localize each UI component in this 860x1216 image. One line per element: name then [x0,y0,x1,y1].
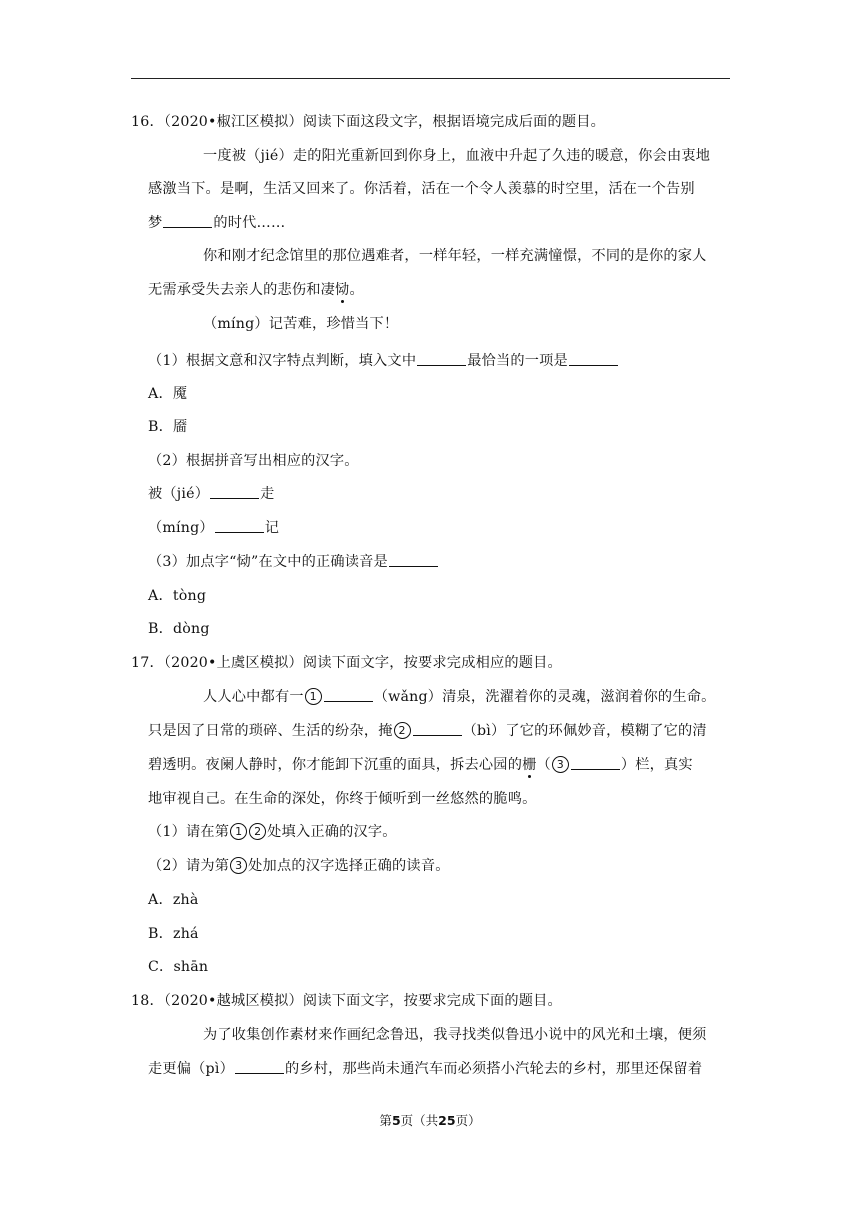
q16-stem: 16．（2020•椒江区模拟）阅读下面这段文字，根据语境完成后面的题目。 [131,114,606,130]
text: （1）根据文意和汉字特点判断，填入文中 [148,353,417,369]
footer-text: 页（共 [400,1113,439,1128]
q16-option-b: B．dòng [148,621,210,637]
q16-passage-line: （míng）记苦难，珍惜当下！ [203,316,399,332]
answer-blank [389,552,438,567]
text: （bì）了它的环佩妙音，模糊了它的清 [462,723,707,739]
header-rule [131,78,730,79]
q16-item-1 [148,484,275,504]
circled-number: 3 [230,857,247,874]
text: 梦 [148,215,163,231]
text: （2）请为第 [148,858,230,874]
page-number: 5 [391,1113,401,1128]
q17-sub-question-2 [148,856,450,876]
blank [417,351,466,366]
blank [163,213,212,228]
footer-text: 第 [379,1113,392,1128]
text: 碧透明。夜阑人静时，你才能卸下沉重的面具，拆去心园的 [148,757,523,773]
q17-passage-line [148,755,693,775]
circled-number: 1 [230,823,247,840]
q16-sub-question-1 [148,351,619,371]
q18-passage-line: 为了收集创作素材来作画纪念鲁迅，我寻找类似鲁迅小说中的风光和土壤，便须 [203,1027,707,1043]
dotted-character: 栅 [522,757,537,773]
q16-passage-line [148,213,285,233]
q16-passage-line: 感激当下。是啊，生活又回来了。你活着，活在一个令人羡慕的时空里，活在一个告别 [148,181,695,197]
blank [571,755,620,770]
circled-number: 3 [552,756,569,773]
q17-sub-question-1 [148,822,397,842]
text: 被（jié） [148,486,210,502]
q16-option-b: B．靥 [148,419,188,435]
q17-passage-line: 地审视自己。在生命的深处，你终于倾听到一丝悠然的脆鸣。 [148,791,537,807]
q16-passage-line: 你和刚才纪念馆里的那位遇难者，一样年轻，一样充满憧憬，不同的是你的家人 [203,248,707,264]
q16-sub-question-3 [148,552,439,572]
q17-passage-line [203,687,715,707]
dotted-character: 恸 [335,282,350,298]
text: 走更偏（pì） [148,1061,234,1077]
total-pages: 25 [438,1113,456,1128]
text: 的乡村，那些尚未通汽车而必须搭小汽轮去的乡村，那里还保留着 [284,1061,703,1077]
text: 最恰当的一项是 [467,353,568,369]
text: （míng） [148,520,214,536]
q17-option-b: B．zhá [148,926,199,942]
text: 。 [349,282,364,298]
q16-option-a: A．魇 [148,386,188,402]
text: 人人心中都有一 [203,689,304,705]
q18-passage-line [148,1059,702,1079]
footer-text: 页） [455,1113,481,1128]
text: （1）请在第 [148,824,230,840]
page-footer [0,1112,860,1130]
text: （ [536,757,551,773]
q17-stem: 17．（2020•上虞区模拟）阅读下面文字，按要求完成相应的题目。 [131,655,562,671]
text: 走 [260,486,275,502]
blank [324,687,373,702]
text: 记 [264,520,280,536]
q17-option-c: C．shān [148,959,209,975]
q16-item-2 [148,518,279,538]
text: （3）加点字“恸”在文中的正确读音是 [148,554,388,570]
text: ）栏，真实 [620,757,693,773]
text: 处加点的汉字选择正确的读音。 [248,858,450,874]
blank [235,1059,284,1074]
text: （wǎng）清泉，洗濯着你的灵魂，滋润着你的生命。 [373,689,716,705]
blank [413,721,462,736]
q18-stem: 18．（2020•越城区模拟）阅读下面文字，按要求完成下面的题目。 [131,993,562,1009]
text: 只是因了日常的琐碎、生活的纷杂，掩 [148,723,393,739]
q17-passage-line [148,721,707,741]
text: 的时代…… [213,215,286,231]
q16-sub-question-2: （2）根据拼音写出相应的汉字。 [148,453,359,469]
q16-passage-line: 一度被（jié）走的阳光重新回到你身上，血液中升起了久违的暖意，你会由衷地 [203,148,711,164]
q17-option-a: A．zhà [148,892,199,908]
text: 处填入正确的汉字。 [267,824,397,840]
circled-number: 2 [249,823,266,840]
answer-blank [569,351,618,366]
text: 无需承受失去亲人的悲伤和凄 [148,282,336,298]
q16-option-a: A．tòng [148,588,207,604]
circled-number: 2 [394,722,411,739]
circled-number: 1 [305,688,322,705]
answer-blank [210,484,259,499]
answer-blank [215,518,264,533]
q16-passage-line [148,280,364,300]
